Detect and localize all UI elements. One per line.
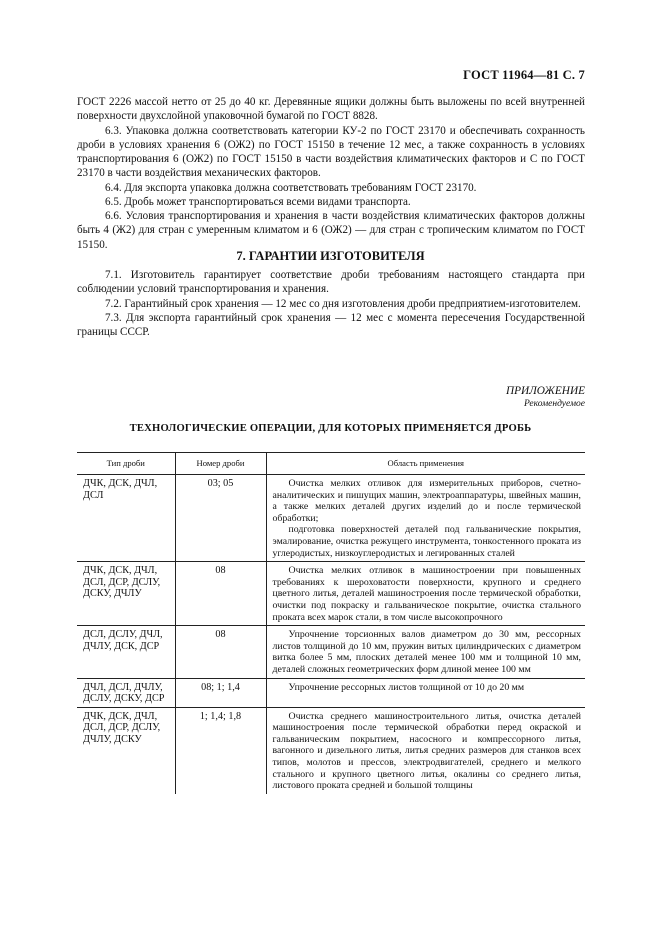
section6-text — [77, 95, 585, 252]
cell-shot-type: ДЧК, ДСК, ДЧЛ, ДСЛ, ДСР, ДСЛУ, ДСКУ, ДЧЛУ — [77, 562, 175, 626]
section7-title: 7. ГАРАНТИИ ИЗГОТОВИТЕЛЯ — [236, 249, 425, 263]
operations-table-wrapper — [77, 452, 585, 794]
appendix-label-block — [506, 385, 585, 410]
cell-shot-number: 08 — [175, 562, 266, 626]
paragraph-6-3: 6.3. Упаковка должна соответствовать категории КУ-2 по ГОСТ 23170 и обеспечивать сохранность дроби в условиях хранения 6 (ОЖ2) по ГОСТ 15150 в течение 12 мес, а также сохранность в условиях транспортирования 6 (ОЖ2) по ГОСТ 15150 в части воздействия климатических факторов и С по ГОСТ 23170 в части воздействия механических факторов. — [77, 124, 585, 180]
application-paragraph: Упрочнение рессорных листов толщиной от 10 до 20 мм — [288, 681, 525, 693]
table-row — [77, 562, 585, 626]
header-shot-number: Номер дроби — [175, 453, 266, 475]
cell-application — [266, 707, 585, 794]
appendix-title: ТЕХНОЛОГИЧЕСКИЕ ОПЕРАЦИИ, ДЛЯ КОТОРЫХ ПРИМЕНЯЕТСЯ ДРОБЬ — [129, 423, 532, 434]
cell-shot-type: ДСЛ, ДСЛУ, ДЧЛ, ДЧЛУ, ДСК, ДСР — [77, 626, 175, 678]
cell-application — [266, 475, 585, 562]
table-header-row — [77, 453, 585, 475]
table-row — [77, 475, 585, 562]
paragraph-7-3: 7.3. Для экспорта гарантийный срок хранения — 12 мес с момента пересечения Государственной границы СССР. — [77, 311, 585, 338]
application-paragraph: подготовка поверхностей деталей под гальванические покрытия, эмалирование, очистка режущего инструмента, тонкостенного проката из углеродистых, низкоуглеродистых и легированных сталей — [272, 524, 581, 559]
table-row — [77, 707, 585, 794]
application-paragraph: Очистка среднего машиностроительного литья, очистка деталей машиностроения после термической обработки перед окраской и гальваническим покрытием, насосного и компрессорного литья, вагонного и дизельного литья, литья средних размеров для станков всех типов, молотов и прессов, электродвигателей, среднего и мелкого стального и крупного цветного литья, окалины со среднего литья, листового проката средней и большой толщины — [272, 710, 581, 792]
cell-application — [266, 678, 585, 707]
header-application: Область применения — [266, 453, 585, 475]
cell-shot-number: 08 — [175, 626, 266, 678]
appendix-label: ПРИЛОЖЕНИЕ — [505, 385, 585, 397]
paragraph-6-6: 6.6. Условия транспортирования и хранения в части воздействия климатических факторов должны быть 4 (Ж2) для стран с умеренным климатом и 6 (ОЖ2) — для стран с тропическим климатом по ГОСТ 15150. — [77, 210, 585, 251]
application-paragraph: Упрочнение торсионных валов диаметром до 30 мм, рессорных листов толщиной до 10 мм, пружин витых цилиндрических с диаметром витка более 5 мм, плоских деталей менее 100 мм и толщиной 10 мм, деталей сложных геометрических форм длиной менее 100 мм — [272, 629, 581, 675]
cell-shot-number: 1; 1,4; 1,8 — [175, 707, 266, 794]
cell-shot-type: ДЧК, ДСК, ДЧЛ, ДСЛ — [77, 475, 175, 562]
section7-text — [77, 268, 585, 339]
paragraph-7-2: 7.2. Гарантийный срок хранения — 12 мес со дня изготовления дроби предприятием-изготовителем. — [105, 297, 581, 310]
cell-shot-type: ДЧК, ДСК, ДЧЛ, ДСЛ, ДСР, ДСЛУ, ДЧЛУ, ДСКУ — [83, 710, 161, 745]
cell-shot-number: 03; 05 — [175, 475, 266, 562]
operations-table — [77, 452, 585, 794]
cell-shot-type: ДЧЛ, ДСЛ, ДЧЛУ, ДСЛУ, ДСКУ, ДСР — [77, 678, 175, 707]
paragraph-6-2-cont: ГОСТ 2226 массой нетто от 25 до 40 кг. Деревянные ящики должны быть выложены по всей внутренней поверхности двухслойной упаковочной бумагой по ГОСТ 8828. — [77, 96, 585, 123]
page-header: ГОСТ 11964—81 С. 7 — [463, 68, 585, 82]
paragraph-6-5: 6.5. Дробь может транспортироваться всеми видами транспорта. — [105, 195, 411, 208]
table-row — [77, 626, 585, 678]
application-paragraph: Очистка мелких отливок в машиностроении при повышенных требованиях к шероховатости поверхности, крупного и среднего цветного литья, деталей машиностроения после термической обработки, очистки под покраску и гальваническое покрытие, очистка стального проката всех марок стали, в том числе высокопрочного — [272, 565, 581, 623]
appendix-sublabel: Рекомендуемое — [523, 398, 585, 409]
table-row — [77, 678, 585, 707]
header-shot-type: Тип дроби — [77, 453, 175, 475]
application-paragraph: Очистка мелких отливок для измерительных приборов, счетно-аналитических и пишущих машин, электроаппаратуры, швейных машин, а также мелких деталей других изделий до и после термической обработки; — [272, 478, 581, 524]
cell-shot-number: 08; 1; 1,4 — [175, 678, 266, 707]
cell-application — [266, 626, 585, 678]
paragraph-7-1: 7.1. Изготовитель гарантирует соответствие дроби требованиям настоящего стандарта при соблюдении условий транспортирования и хранения. — [77, 269, 585, 296]
cell-application — [266, 562, 585, 626]
paragraph-6-4: 6.4. Для экспорта упаковка должна соответствовать требованиям ГОСТ 23170. — [105, 181, 477, 194]
